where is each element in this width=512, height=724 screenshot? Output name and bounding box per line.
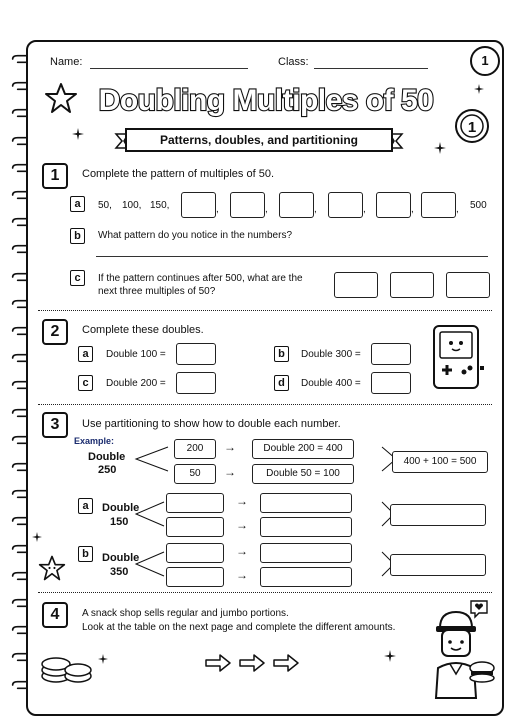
question-2-number: 2	[42, 319, 68, 345]
partition-a-result[interactable]	[390, 504, 486, 526]
section-divider	[38, 404, 492, 405]
example-part-2: 50	[174, 464, 216, 484]
comma: ,	[456, 204, 459, 215]
double-d-answer[interactable]	[371, 372, 411, 394]
sparkle-icon	[434, 142, 446, 154]
double-d-label: Double 400 =	[301, 378, 361, 389]
arrow-right-icon: →	[236, 494, 248, 508]
title-text: Doubling Multiples of 50	[98, 84, 434, 117]
question-4-line2: Look at the table on the next page and complete the different amounts.	[82, 622, 396, 633]
worksheet-page	[26, 40, 504, 716]
pattern-value-1: 50,	[98, 200, 112, 211]
partition-b-tag: b	[78, 546, 93, 562]
partition-b-part-2[interactable]	[166, 567, 224, 587]
sparkle-icon	[98, 654, 108, 664]
partition-a-word: Double	[102, 502, 140, 514]
example-label: Example:	[74, 436, 115, 446]
next-multiple-box[interactable]	[446, 272, 490, 298]
partition-a-part-1[interactable]	[166, 493, 224, 513]
part-c-prompt-line2: next three multiples of 50?	[98, 286, 216, 297]
double-c-label: Double 200 =	[106, 378, 166, 389]
star-icon	[38, 554, 66, 582]
pattern-answer-box[interactable]	[328, 192, 363, 218]
class-label: Class:	[278, 56, 309, 68]
example-result: 400 + 100 = 500	[392, 451, 488, 473]
partition-a-double-2[interactable]	[260, 517, 352, 537]
partition-a-double-1[interactable]	[260, 493, 352, 513]
arrow-right-icon: →	[224, 465, 236, 479]
name-line[interactable]	[90, 68, 248, 69]
pattern-value-end: 500	[470, 200, 487, 211]
double-a-answer[interactable]	[176, 343, 216, 365]
heart-icon	[468, 598, 490, 620]
comma: ,	[216, 204, 219, 215]
section-divider	[38, 592, 492, 593]
comma: ,	[363, 204, 366, 215]
double-b-answer[interactable]	[371, 343, 411, 365]
comma: ,	[314, 204, 317, 215]
partition-b-number: 350	[110, 566, 129, 578]
example-double-2: Double 50 = 100	[252, 464, 354, 484]
question-1-number: 1	[42, 163, 68, 189]
subtitle: Patterns, doubles, and partitioning	[159, 133, 358, 147]
part-b-tag: b	[70, 228, 85, 244]
next-multiple-box[interactable]	[334, 272, 378, 298]
arrow-right-icon: →	[236, 544, 248, 558]
pattern-answer-box[interactable]	[421, 192, 456, 218]
partition-b-double-2[interactable]	[260, 567, 352, 587]
coin-icon	[454, 108, 490, 144]
double-b-label: Double 300 =	[301, 349, 361, 360]
sparkle-icon	[474, 84, 484, 94]
game-console-icon	[428, 322, 486, 394]
class-line[interactable]	[314, 68, 428, 69]
partition-b-word: Double	[102, 552, 140, 564]
pattern-answer-box[interactable]	[230, 192, 265, 218]
next-multiple-box[interactable]	[390, 272, 434, 298]
worksheet-title	[86, 80, 446, 120]
double-c-tag: c	[78, 375, 93, 391]
double-c-answer[interactable]	[176, 372, 216, 394]
arrow-right-icon: →	[224, 440, 236, 454]
arrow-right-icon: →	[236, 518, 248, 532]
double-a-tag: a	[78, 346, 93, 362]
section-divider	[38, 310, 492, 311]
double-a-label: Double 100 =	[106, 349, 166, 360]
question-3-number: 3	[42, 412, 68, 438]
partition-b-result[interactable]	[390, 554, 486, 576]
partition-a-part-2[interactable]	[166, 517, 224, 537]
arrow-right-icon	[204, 652, 304, 674]
sparkle-icon	[32, 532, 42, 542]
sparkle-icon	[384, 650, 396, 662]
arrow-right-icon: →	[236, 568, 248, 582]
example-number: 250	[98, 464, 117, 476]
comma: ,	[411, 204, 414, 215]
pattern-answer-box[interactable]	[181, 192, 216, 218]
pattern-value-2: 100,	[122, 200, 142, 211]
pattern-answer-box[interactable]	[279, 192, 314, 218]
page-number: 1	[470, 46, 500, 76]
partition-b-part-1[interactable]	[166, 543, 224, 563]
example-word: Double	[88, 451, 126, 463]
name-label: Name:	[50, 56, 83, 68]
question-1-prompt: Complete the pattern of multiples of 50.	[82, 168, 274, 180]
part-c-tag: c	[70, 270, 85, 286]
partition-a-tag: a	[78, 498, 93, 514]
part-c-prompt-line1: If the pattern continues after 500, what are the	[98, 273, 303, 284]
answer-line[interactable]	[96, 256, 488, 257]
sparkle-icon	[72, 128, 84, 140]
example-part-1: 200	[174, 439, 216, 459]
partition-a-number: 150	[110, 516, 129, 528]
double-d-tag: d	[274, 375, 289, 391]
example-double-1: Double 200 = 400	[252, 439, 354, 459]
comma: ,	[265, 204, 268, 215]
question-4-number: 4	[42, 602, 68, 628]
part-b-prompt: What pattern do you notice in the numbers?	[98, 230, 293, 241]
question-2-prompt: Complete these doubles.	[82, 324, 204, 336]
part-a-tag: a	[70, 196, 85, 212]
question-3-prompt: Use partitioning to show how to double each number.	[82, 418, 341, 430]
svg-text:1: 1	[467, 119, 477, 136]
question-4-line1: A snack shop sells regular and jumbo portions.	[82, 608, 289, 619]
partition-b-double-1[interactable]	[260, 543, 352, 563]
pattern-value-3: 150,	[150, 200, 170, 211]
star-icon	[44, 82, 78, 114]
double-b-tag: b	[274, 346, 289, 362]
coin-stack-icon	[38, 646, 94, 686]
pattern-answer-box[interactable]	[376, 192, 411, 218]
